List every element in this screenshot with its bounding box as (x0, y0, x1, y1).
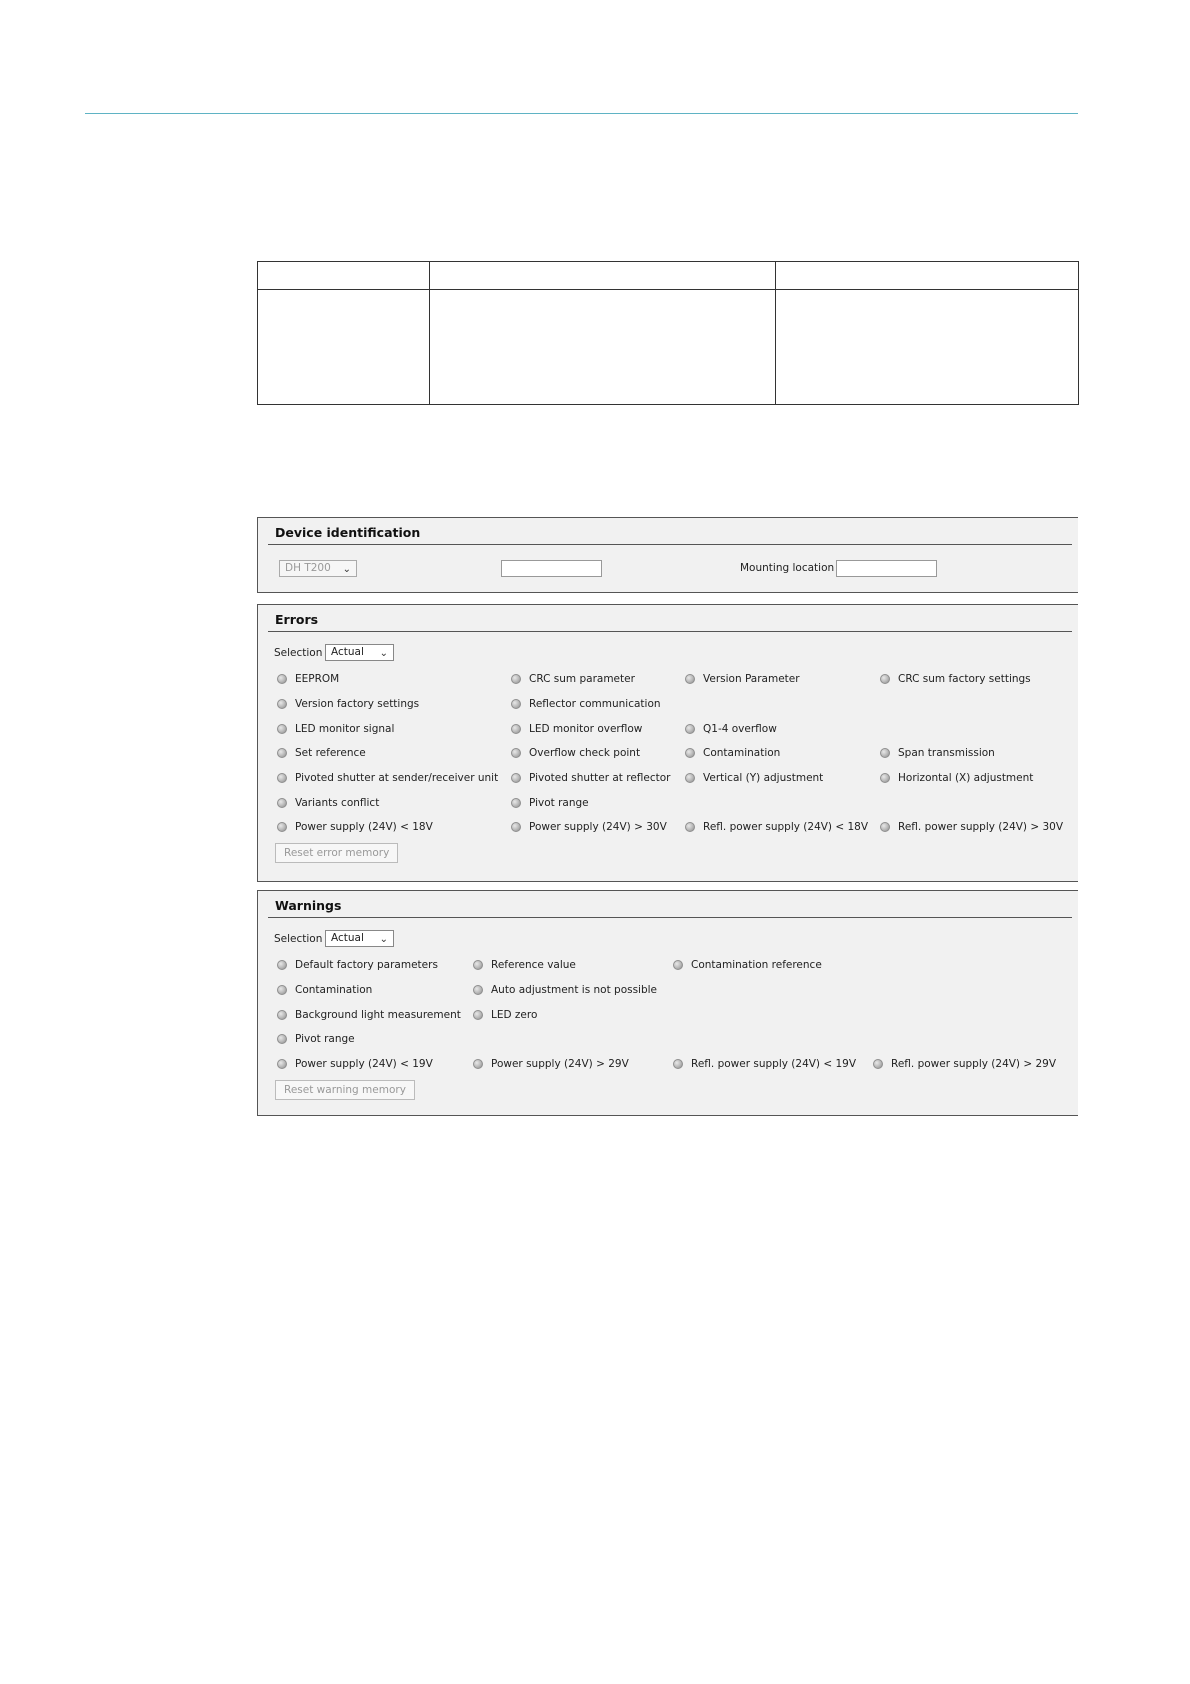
warning-item: Refl. power supply (24V) < 19V (673, 1057, 856, 1071)
status-led-icon (685, 674, 695, 684)
info-table-header-row (258, 262, 1078, 290)
error-item: Version Parameter (685, 672, 800, 686)
status-led-icon (511, 822, 521, 832)
status-led-icon (511, 724, 521, 734)
error-item: Version factory settings (277, 697, 419, 711)
status-led-icon (685, 773, 695, 783)
panel-divider (268, 917, 1072, 918)
error-item: CRC sum factory settings (880, 672, 1031, 686)
chevron-down-icon: ⌄ (379, 934, 388, 945)
error-item: Reflector communication (511, 697, 661, 711)
status-led-icon (473, 1059, 483, 1069)
info-table-divider (429, 262, 430, 404)
status-led-icon (277, 699, 287, 709)
error-item: Refl. power supply (24V) < 18V (685, 820, 868, 834)
error-item: Variants conflict (277, 796, 379, 810)
status-led-icon (277, 773, 287, 783)
reset-warning-memory-button[interactable]: Reset warning memory (275, 1080, 415, 1100)
error-item: Power supply (24V) < 18V (277, 820, 433, 834)
error-item: Contamination (685, 746, 780, 760)
device-type-select[interactable] (279, 560, 357, 577)
warning-item: Contamination (277, 983, 372, 997)
error-item: LED monitor overflow (511, 722, 642, 736)
status-led-icon (685, 822, 695, 832)
panel-divider (268, 631, 1072, 632)
warnings-panel (257, 890, 1078, 1116)
warning-item: Default factory parameters (277, 958, 438, 972)
info-table-divider (775, 262, 776, 404)
status-led-icon (473, 960, 483, 970)
status-led-icon (277, 1010, 287, 1020)
warnings-selection-label: Selection (274, 933, 323, 945)
status-led-icon (277, 748, 287, 758)
status-led-icon (473, 985, 483, 995)
mounting-location-label: Mounting location (740, 562, 835, 574)
warnings-selection-value: Actual (331, 932, 364, 944)
mounting-location-field[interactable] (836, 560, 937, 577)
warning-item: Power supply (24V) < 19V (277, 1057, 433, 1071)
status-led-icon (473, 1010, 483, 1020)
status-led-icon (277, 1034, 287, 1044)
status-led-icon (880, 674, 890, 684)
warning-item: Background light measurement (277, 1008, 461, 1022)
device-name-field[interactable] (501, 560, 602, 577)
warnings-title: Warnings (275, 898, 342, 913)
error-item: EEPROM (277, 672, 339, 686)
warning-item: Power supply (24V) > 29V (473, 1057, 629, 1071)
status-led-icon (277, 674, 287, 684)
error-item: CRC sum parameter (511, 672, 635, 686)
errors-selection-value: Actual (331, 646, 364, 658)
status-led-icon (511, 674, 521, 684)
warning-item: Auto adjustment is not possible (473, 983, 657, 997)
reset-error-memory-button[interactable]: Reset error memory (275, 843, 398, 863)
errors-selection-label: Selection (274, 647, 323, 659)
status-led-icon (277, 822, 287, 832)
errors-panel (257, 604, 1078, 882)
error-item: Set reference (277, 746, 366, 760)
status-led-icon (277, 1059, 287, 1069)
status-led-icon (277, 960, 287, 970)
status-led-icon (511, 798, 521, 808)
status-led-icon (277, 985, 287, 995)
error-item: Pivot range (511, 796, 589, 810)
device-identification-title: Device identification (275, 525, 421, 540)
error-item: Vertical (Y) adjustment (685, 771, 823, 785)
status-led-icon (880, 822, 890, 832)
warning-item: Refl. power supply (24V) > 29V (873, 1057, 1056, 1071)
status-led-icon (511, 699, 521, 709)
warnings-selection-select[interactable] (325, 930, 394, 947)
errors-title: Errors (275, 612, 319, 627)
device-type-value: DH T200 (285, 562, 331, 574)
warning-item: Reference value (473, 958, 576, 972)
chevron-down-icon: ⌄ (379, 648, 388, 659)
error-item: Q1-4 overflow (685, 722, 777, 736)
status-led-icon (511, 773, 521, 783)
error-item: Pivoted shutter at reflector (511, 771, 671, 785)
status-led-icon (685, 748, 695, 758)
status-led-icon (511, 748, 521, 758)
device-identification-panel (257, 517, 1078, 593)
error-item: LED monitor signal (277, 722, 394, 736)
error-item: Power supply (24V) > 30V (511, 820, 667, 834)
status-led-icon (673, 1059, 683, 1069)
errors-selection-select[interactable] (325, 644, 394, 661)
error-item: Horizontal (X) adjustment (880, 771, 1033, 785)
error-item: Span transmission (880, 746, 995, 760)
error-item: Overflow check point (511, 746, 640, 760)
status-led-icon (880, 773, 890, 783)
warning-item: Contamination reference (673, 958, 822, 972)
status-led-icon (880, 748, 890, 758)
info-table (257, 261, 1079, 405)
error-item: Refl. power supply (24V) > 30V (880, 820, 1063, 834)
chevron-down-icon: ⌄ (342, 564, 351, 575)
error-item: Pivoted shutter at sender/receiver unit (277, 771, 498, 785)
header-rule (85, 113, 1078, 114)
status-led-icon (277, 724, 287, 734)
warning-item: LED zero (473, 1008, 537, 1022)
status-led-icon (673, 960, 683, 970)
status-led-icon (685, 724, 695, 734)
status-led-icon (873, 1059, 883, 1069)
warning-item: Pivot range (277, 1032, 355, 1046)
panel-divider (268, 544, 1072, 545)
status-led-icon (277, 798, 287, 808)
